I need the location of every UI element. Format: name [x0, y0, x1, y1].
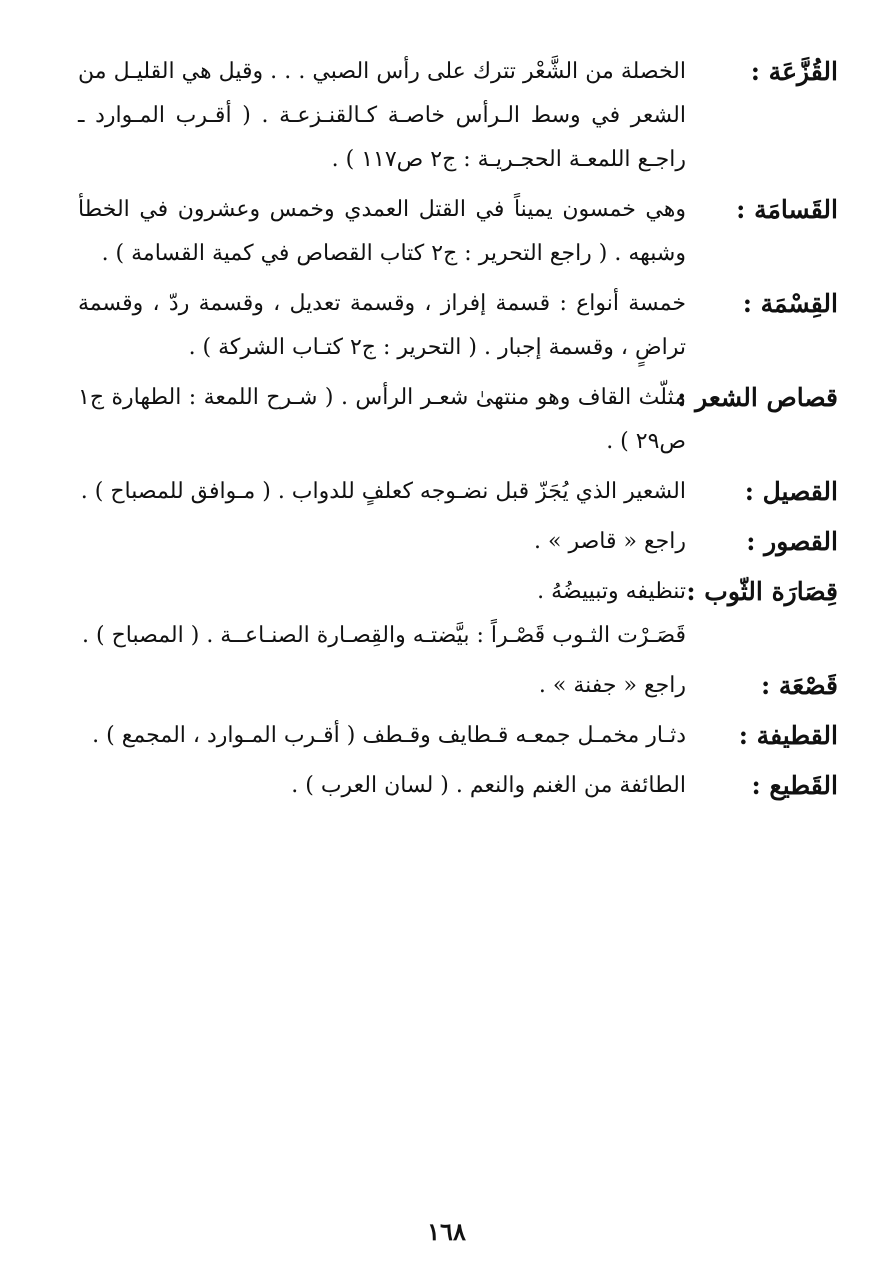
- page-number: ١٦٨: [427, 1217, 466, 1246]
- entry-qusur: [78, 520, 838, 564]
- definition-text: الشعير الذي يُجَزّ قبل نضـوجه كعلفٍ للدواب . ( مـوافق للمصباح ) .: [80, 479, 686, 504]
- definition-text: راجع « جفنة » .: [538, 673, 686, 698]
- entry-qasil: [78, 470, 838, 514]
- entry-term: القَطيع :: [751, 771, 838, 800]
- entry-term: القصيل :: [744, 477, 838, 506]
- entry-definition: [78, 188, 686, 276]
- entry-qati: [78, 764, 838, 808]
- definition-text: مثلّث القاف وهو منتهىٰ شعـر الرأس . ( شـرح اللمعة : الطهارة ج١ ص٢٩ ) .: [78, 385, 686, 454]
- definition-text: قَصَـرْت الثـوب قَصْـراً : بيَّضتـه والقِصـارة الصنـاعــة . ( المصباح ) .: [82, 623, 686, 648]
- entry-qunzaa: [78, 50, 838, 182]
- entry-definition: [78, 50, 686, 182]
- entry-definition: [78, 520, 686, 564]
- definition-text: راجع « قاصر » .: [534, 529, 686, 554]
- entry-term: القصور :: [746, 527, 838, 556]
- definition-text: خمسة أنواع : قسمة إفراز ، وقسمة تعديل ، وقسمة ردّ ، وقسمة تراضٍ ، وقسمة إجبار . ( التحرير : ج٢ كتـاب الشركة ) .: [78, 291, 686, 360]
- entry-qatifa: [78, 714, 838, 758]
- definition-text: دثـار مخمـل جمعـه قـطايف وقـطف ( أقـرب المـوارد ، المجمع ) .: [92, 723, 686, 748]
- definition-text: الخصلة من الشَّعْر تترك على رأس الصبي . . . وقيل هي القليـل من الشعر في وسط الـرأس خاصـة كـالقنـزعـة . ( أقـرب المـوارد ـ راجـع اللمعـة الحجـريـة : ج٢ ص١١٧ ) .: [78, 59, 686, 172]
- entry-definition: [78, 282, 686, 370]
- entry-list: [78, 50, 838, 814]
- entry-term: قَصْعَة :: [760, 671, 838, 700]
- entry-qisma: [78, 282, 838, 370]
- entry-term: القطيفة :: [738, 721, 838, 750]
- entry-definition: [78, 376, 686, 464]
- entry-qisarat-al-thawb: [78, 570, 838, 658]
- entry-qasa: [78, 664, 838, 708]
- entry-definition: [78, 570, 686, 658]
- entry-term: القَسامَة :: [736, 195, 838, 224]
- entry-definition: [78, 470, 686, 514]
- entry-definition: [78, 714, 686, 758]
- definition-text: الطائفة من الغنم والنعم . ( لسان العرب ) .: [291, 773, 686, 798]
- entry-term: القُزَّعَة :: [750, 57, 838, 86]
- entry-definition: [78, 764, 686, 808]
- entry-term: القِسْمَة :: [742, 289, 838, 318]
- entry-definition: [78, 664, 686, 708]
- entry-term: قصاص الشعر :: [677, 383, 838, 412]
- definition-text: وهي خمسون يميناً في القتل العمدي وخمس وعشرون في الخطأ وشبهه . ( راجع التحرير : ج٢ كتاب القصاص في كمية القسامة ) .: [78, 197, 686, 266]
- definition-text: تنظيفه وتبييضُهُ .: [537, 579, 686, 604]
- entry-qasama: [78, 188, 838, 276]
- entry-term: قِصَارَة الثّوب :: [686, 577, 838, 606]
- entry-qisas-al-shaar: [78, 376, 838, 464]
